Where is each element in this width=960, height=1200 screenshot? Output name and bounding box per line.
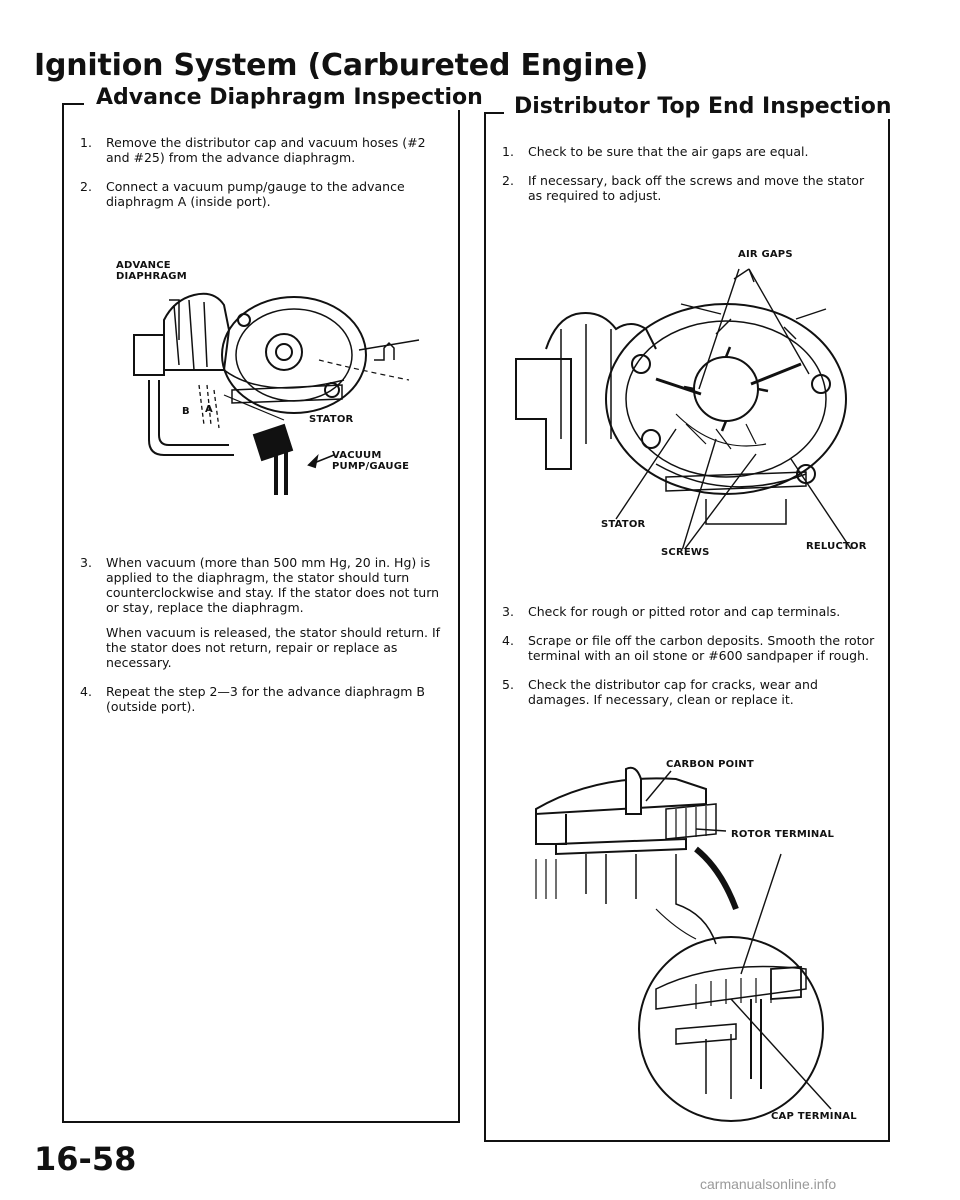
advance-diaphragm-panel xyxy=(62,85,483,1123)
step-number: 4. xyxy=(80,684,92,699)
step-text: Check the distributor cap for cracks, wear and damages. If necessary, clean or replace it. xyxy=(528,677,818,707)
step-text: Check for rough or pitted rotor and cap terminals. xyxy=(528,604,841,619)
step-text: Repeat the step 2—3 for the advance diaphragm B (outside port). xyxy=(106,684,425,714)
step-text: If necessary, back off the screws and move the stator as required to adjust. xyxy=(528,173,865,203)
step-number: 3. xyxy=(502,604,514,619)
watermark: carmanualsonline.info xyxy=(700,1176,837,1192)
step-text: Check to be sure that the air gaps are equal. xyxy=(528,144,809,159)
page-title: Ignition System (Carbureted Engine) xyxy=(34,48,649,83)
distributor-top-end-panel xyxy=(484,94,892,1142)
air-gaps-label: AIR GAPS xyxy=(738,249,793,260)
cap-terminal-figure xyxy=(516,759,881,1129)
reluctor xyxy=(694,357,758,421)
step-text: Remove the distributor cap and vacuum hoses (#2 and #25) from the advance diaphragm. xyxy=(106,135,426,165)
port-b-label: B xyxy=(182,406,190,417)
cap-top xyxy=(536,778,706,814)
top-end-step-1 xyxy=(498,144,878,159)
step-text: Connect a vacuum pump/gauge to the advance diaphragm A (inside port). xyxy=(106,179,405,209)
distributor-shaft-housing xyxy=(516,359,571,469)
vacuum-pump-label: VACUUM PUMP/GAUGE xyxy=(332,450,410,472)
page-number: 16-58 xyxy=(34,1140,137,1178)
diaphragm-port xyxy=(134,335,164,375)
reluctor-hub xyxy=(266,334,302,370)
advance-steps-top xyxy=(76,135,446,223)
step-number: 2. xyxy=(80,179,92,194)
advance-diaphragm-label: ADVANCE DIAPHRAGM xyxy=(116,260,187,282)
advance-diaphragm-figure xyxy=(104,260,444,520)
stator-label: STATOR xyxy=(601,519,646,530)
step-text: When vacuum is released, the stator should return. If the stator does not return, repair or replace as necessary. xyxy=(106,625,441,670)
step-number: 5. xyxy=(502,677,514,692)
rotor-terminal-label: ROTOR TERMINAL xyxy=(731,829,835,840)
top-end-steps-bottom xyxy=(498,604,878,721)
advance-step-1 xyxy=(76,135,446,165)
cap-terminal-label: CAP TERMINAL xyxy=(771,1111,857,1122)
screws-label: SCREWS xyxy=(661,547,710,558)
reluctor-label: RELUCTOR xyxy=(806,541,867,552)
step-number: 3. xyxy=(80,555,92,570)
step-number: 4. xyxy=(502,633,514,648)
top-end-step-4 xyxy=(498,633,878,663)
advance-step-2 xyxy=(76,179,446,209)
carbon-point-label: CARBON POINT xyxy=(666,759,754,770)
top-end-step-2 xyxy=(498,173,878,203)
advance-diaphragm-heading: Advance Diaphragm Inspection xyxy=(84,85,491,110)
step-number: 2. xyxy=(502,173,514,188)
step-text: When vacuum (more than 500 mm Hg, 20 in. Hg) is applied to the diaphragm, the stator should turn counterclockwise and stay. If the stator does not turn or stay, replace the diaphragm. xyxy=(106,555,440,615)
port-a-label: A xyxy=(205,404,213,415)
top-end-step-5 xyxy=(498,677,878,707)
distributor-top-end-heading: Distributor Top End Inspection xyxy=(504,94,902,119)
step-text: Scrape or file off the carbon deposits. Smooth the rotor terminal with an oil stone or #600 sandpaper if rough. xyxy=(528,633,875,663)
top-end-step-3 xyxy=(498,604,878,619)
top-end-steps-top xyxy=(498,144,878,217)
stator-label: STATOR xyxy=(309,414,354,425)
cap-rotor-drawing xyxy=(516,759,881,1129)
advance-step-3 xyxy=(76,555,446,670)
distributor-top-drawing xyxy=(506,249,876,549)
advance-steps-bottom xyxy=(76,555,446,728)
advance-step-4 xyxy=(76,684,446,714)
advance-diaphragm-drawing xyxy=(104,260,444,520)
step-number: 1. xyxy=(502,144,514,159)
air-gap-figure xyxy=(506,249,876,558)
step-number: 1. xyxy=(80,135,92,150)
